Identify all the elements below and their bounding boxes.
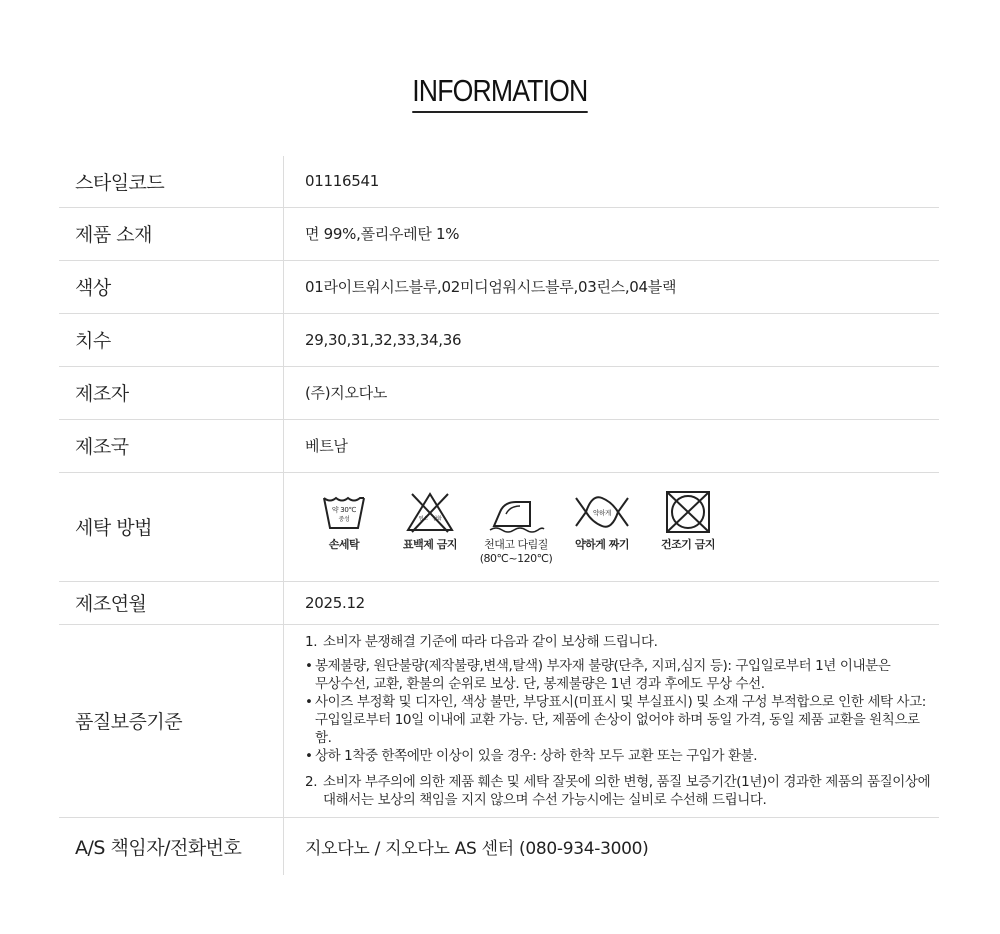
material-value: 면 99%,폴리우레탄 1% (284, 207, 940, 260)
no-tumble-dry-icon (664, 490, 712, 534)
quality-policy (305, 633, 939, 809)
product-info-table (59, 156, 939, 875)
washing-value (284, 472, 940, 581)
care-item-no-tumble-dry (649, 490, 727, 552)
no-bleach-caption: 표백제 금지 (403, 537, 457, 551)
title-wrap (0, 72, 1000, 113)
no-bleach-glyph-line1: 염소 (418, 515, 428, 522)
list-item (305, 693, 939, 747)
hand-wash-glyph-line1: 약 30℃ (331, 505, 357, 514)
bullet: • (305, 657, 313, 674)
manufacturer-value: (주)지오다노 (284, 366, 940, 419)
country-label: 제조국 (59, 419, 284, 472)
item-text: 대해서는 보상의 책임을 지지 않으며 수선 가능시에는 실비로 수선해 드립니다. (323, 791, 767, 808)
page-title: INFORMATION (412, 72, 587, 113)
bullet-text: 사이즈 부정확 및 디자인, 색상 불만, 부당표시(미표시 및 부실표시) 및 소재 구성 부적합으로 인한 세탁 사고: (315, 693, 926, 710)
bullet-text: 구입일로부터 10일 이내에 교환 가능. 단, 제품에 손상이 없어야 하며 동일 가격, 동일 제품 교환을 원칙으로 함. (315, 711, 920, 746)
style-code-label: 스타일코드 (59, 156, 284, 207)
as-label: A/S 책임자/전화번호 (59, 817, 284, 875)
hand-wash-icon (320, 490, 368, 534)
care-item-gentle-wring (563, 490, 641, 552)
table-row (59, 156, 939, 207)
bullet-text: 상하 1착중 한쪽에만 이상이 있을 경우: 상하 한착 모두 교환 또는 구입가 환불. (315, 747, 758, 764)
style-code-value: 01116541 (284, 156, 940, 207)
gentle-wring-glyph: 약하게 (593, 508, 611, 517)
list-item (305, 747, 939, 765)
care-icons (305, 488, 939, 566)
table-row (59, 581, 939, 624)
table-row (59, 313, 939, 366)
iron-icon (486, 490, 546, 534)
quality-label: 품질보증기준 (59, 624, 284, 817)
bullet: • (305, 693, 313, 710)
table-row (59, 817, 939, 875)
care-item-iron (477, 490, 555, 566)
list-item (305, 633, 939, 651)
item-number: 2. (305, 773, 318, 790)
table-row (59, 472, 939, 581)
washing-label: 세탁 방법 (59, 472, 284, 581)
gentle-wring-icon (572, 490, 632, 534)
material-label: 제품 소재 (59, 207, 284, 260)
date-label: 제조연월 (59, 581, 284, 624)
gentle-wring-caption: 약하게 짜기 (575, 537, 629, 551)
bullet: • (305, 747, 313, 764)
no-bleach-icon (404, 490, 456, 534)
care-item-hand-wash (305, 490, 383, 552)
item-text: 소비자 분쟁해결 기준에 따라 다음과 같이 보상해 드립니다. (323, 633, 658, 650)
list-item (305, 657, 939, 693)
care-item-no-bleach (391, 490, 469, 552)
list-item (305, 773, 939, 809)
hand-wash-glyph-line2: 중성 (338, 515, 350, 523)
table-row (59, 260, 939, 313)
hand-wash-caption: 손세탁 (328, 537, 360, 551)
bullet-text: 무상수선, 교환, 환불의 순위로 보상. 단, 봉제불량은 1년 경과 후에도 무상 수선. (315, 675, 765, 692)
table-row (59, 207, 939, 260)
size-value: 29,30,31,32,33,34,36 (284, 313, 940, 366)
item-number: 1. (305, 633, 318, 650)
no-tumble-dry-caption: 건조기 금지 (661, 537, 715, 551)
as-value: 지오다노 / 지오다노 AS 센터 (080-934-3000) (305, 838, 649, 859)
iron-caption: 천대고 다림질 (484, 537, 548, 551)
bullet-text: 봉제불량, 원단불량(제작불량,변색,탈색) 부자재 불량(단추, 지퍼,심지 등): 구입일로부터 1년 이내분은 (315, 657, 891, 674)
color-value: 01라이트워시드블루,02미디엄워시드블루,03린스,04블랙 (284, 260, 940, 313)
no-bleach-glyph-line2: 산화 (432, 515, 442, 522)
iron-temperature: (80℃~120℃) (479, 551, 553, 565)
item-text: 소비자 부주의에 의한 제품 훼손 및 세탁 잘못에 의한 변형, 품질 보증기간(1년)이 경과한 제품의 품질이상에 (323, 773, 931, 790)
manufacturer-label: 제조자 (59, 366, 284, 419)
date-value: 2025.12 (284, 581, 940, 624)
country-value: 베트남 (284, 419, 940, 472)
table-row (59, 624, 939, 817)
table-row (59, 419, 939, 472)
color-label: 색상 (59, 260, 284, 313)
size-label: 치수 (59, 313, 284, 366)
table-row (59, 366, 939, 419)
quality-value (284, 624, 940, 817)
